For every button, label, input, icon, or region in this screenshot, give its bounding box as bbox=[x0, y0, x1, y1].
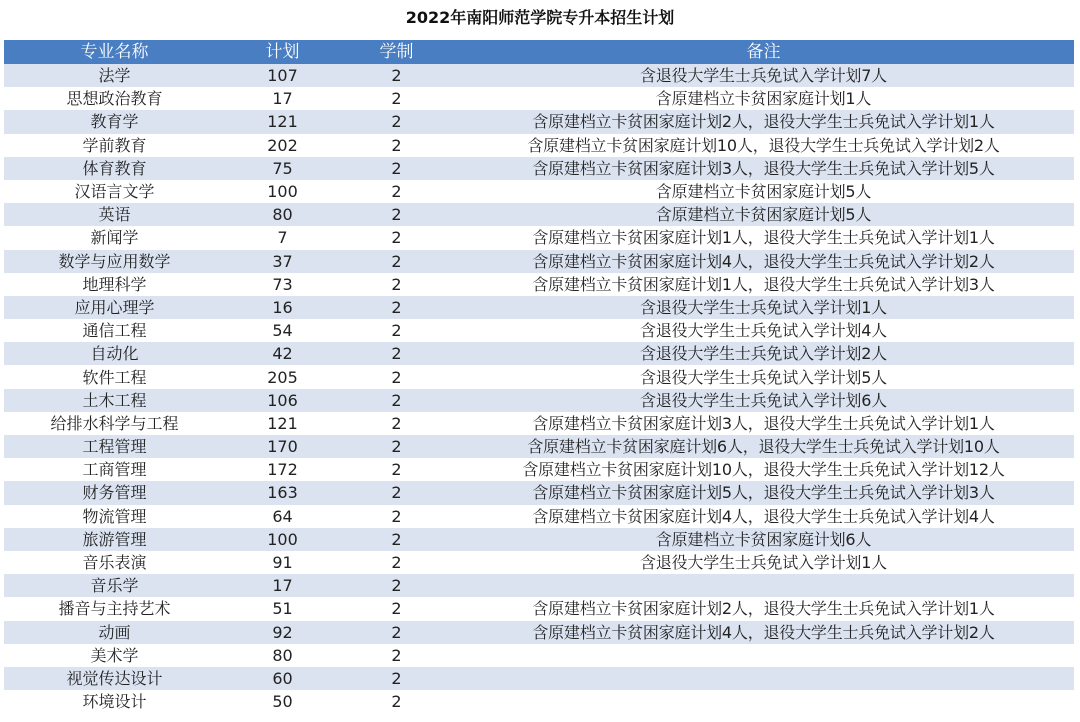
cell-major: 思想政治教育 bbox=[4, 87, 225, 110]
cell-major: 新闻学 bbox=[4, 226, 225, 249]
cell-years: 2 bbox=[340, 134, 453, 157]
cell-years: 2 bbox=[340, 551, 453, 574]
table-row bbox=[4, 389, 1074, 412]
cell-major: 数学与应用数学 bbox=[4, 250, 225, 273]
cell-note: 含原建档立卡贫困家庭计划4人，退役大学生士兵免试入学计划2人 bbox=[453, 621, 1074, 644]
cell-major: 软件工程 bbox=[4, 365, 225, 388]
cell-years: 2 bbox=[340, 574, 453, 597]
table-row bbox=[4, 481, 1074, 504]
cell-note: 含原建档立卡贫困家庭计划1人 bbox=[453, 87, 1074, 110]
table-row bbox=[4, 342, 1074, 365]
cell-years: 2 bbox=[340, 412, 453, 435]
cell-note: 含原建档立卡贫困家庭计划4人，退役大学生士兵免试入学计划2人 bbox=[453, 250, 1074, 273]
table-row bbox=[4, 180, 1074, 203]
cell-plan: 80 bbox=[225, 203, 340, 226]
table-row bbox=[4, 505, 1074, 528]
cell-major: 工商管理 bbox=[4, 458, 225, 481]
cell-note: 含原建档立卡贫困家庭计划2人，退役大学生士兵免试入学计划1人 bbox=[453, 597, 1074, 620]
cell-plan: 75 bbox=[225, 157, 340, 180]
cell-note: 含原建档立卡贫困家庭计划2人，退役大学生士兵免试入学计划1人 bbox=[453, 110, 1074, 133]
table-row bbox=[4, 157, 1074, 180]
table-row bbox=[4, 365, 1074, 388]
table-row bbox=[4, 644, 1074, 667]
cell-major: 工程管理 bbox=[4, 435, 225, 458]
cell-major: 动画 bbox=[4, 621, 225, 644]
cell-years: 2 bbox=[340, 667, 453, 690]
cell-major: 通信工程 bbox=[4, 319, 225, 342]
table-row bbox=[4, 319, 1074, 342]
cell-major: 学前教育 bbox=[4, 134, 225, 157]
cell-note: 含原建档立卡贫困家庭计划5人 bbox=[453, 203, 1074, 226]
cell-plan: 51 bbox=[225, 597, 340, 620]
table-row bbox=[4, 296, 1074, 319]
cell-years: 2 bbox=[340, 319, 453, 342]
table-row bbox=[4, 203, 1074, 226]
cell-years: 2 bbox=[340, 250, 453, 273]
cell-plan: 80 bbox=[225, 644, 340, 667]
cell-plan: 50 bbox=[225, 690, 340, 713]
cell-note: 含原建档立卡贫困家庭计划3人，退役大学生士兵免试入学计划1人 bbox=[453, 412, 1074, 435]
cell-plan: 163 bbox=[225, 481, 340, 504]
cell-major: 教育学 bbox=[4, 110, 225, 133]
cell-plan: 60 bbox=[225, 667, 340, 690]
table-row bbox=[4, 690, 1074, 713]
header-major: 专业名称 bbox=[4, 40, 225, 64]
cell-major: 财务管理 bbox=[4, 481, 225, 504]
table-row bbox=[4, 412, 1074, 435]
table-header-row bbox=[4, 40, 1074, 64]
cell-years: 2 bbox=[340, 180, 453, 203]
cell-plan: 205 bbox=[225, 365, 340, 388]
cell-years: 2 bbox=[340, 505, 453, 528]
cell-major: 音乐表演 bbox=[4, 551, 225, 574]
cell-years: 2 bbox=[340, 226, 453, 249]
cell-years: 2 bbox=[340, 458, 453, 481]
cell-years: 2 bbox=[340, 296, 453, 319]
cell-note: 含原建档立卡贫困家庭计划5人，退役大学生士兵免试入学计划3人 bbox=[453, 481, 1074, 504]
cell-years: 2 bbox=[340, 435, 453, 458]
cell-years: 2 bbox=[340, 644, 453, 667]
cell-years: 2 bbox=[340, 528, 453, 551]
cell-plan: 16 bbox=[225, 296, 340, 319]
cell-major: 汉语言文学 bbox=[4, 180, 225, 203]
cell-note bbox=[453, 574, 1074, 597]
cell-years: 2 bbox=[340, 110, 453, 133]
cell-plan: 170 bbox=[225, 435, 340, 458]
cell-note: 含原建档立卡贫困家庭计划6人，退役大学生士兵免试入学计划10人 bbox=[453, 435, 1074, 458]
table-body bbox=[4, 64, 1074, 713]
cell-years: 2 bbox=[340, 597, 453, 620]
cell-major: 美术学 bbox=[4, 644, 225, 667]
cell-plan: 17 bbox=[225, 574, 340, 597]
cell-plan: 37 bbox=[225, 250, 340, 273]
cell-major: 播音与主持艺术 bbox=[4, 597, 225, 620]
table-row bbox=[4, 597, 1074, 620]
cell-plan: 106 bbox=[225, 389, 340, 412]
cell-note: 含原建档立卡贫困家庭计划6人 bbox=[453, 528, 1074, 551]
table-row bbox=[4, 64, 1074, 87]
cell-note: 含原建档立卡贫困家庭计划5人 bbox=[453, 180, 1074, 203]
cell-years: 2 bbox=[340, 203, 453, 226]
cell-major: 物流管理 bbox=[4, 505, 225, 528]
table-row bbox=[4, 667, 1074, 690]
cell-plan: 172 bbox=[225, 458, 340, 481]
cell-major: 土木工程 bbox=[4, 389, 225, 412]
cell-plan: 7 bbox=[225, 226, 340, 249]
cell-plan: 17 bbox=[225, 87, 340, 110]
cell-years: 2 bbox=[340, 481, 453, 504]
cell-note: 含退役大学生士兵免试入学计划7人 bbox=[453, 64, 1074, 87]
cell-plan: 121 bbox=[225, 412, 340, 435]
table-row bbox=[4, 226, 1074, 249]
cell-plan: 121 bbox=[225, 110, 340, 133]
cell-note: 含原建档立卡贫困家庭计划1人，退役大学生士兵免试入学计划1人 bbox=[453, 226, 1074, 249]
cell-note bbox=[453, 644, 1074, 667]
cell-major: 体育教育 bbox=[4, 157, 225, 180]
cell-note: 含原建档立卡贫困家庭计划1人，退役大学生士兵免试入学计划3人 bbox=[453, 273, 1074, 296]
header-years: 学制 bbox=[340, 40, 453, 64]
cell-years: 2 bbox=[340, 342, 453, 365]
cell-note: 含退役大学生士兵免试入学计划1人 bbox=[453, 296, 1074, 319]
cell-note bbox=[453, 690, 1074, 713]
header-plan: 计划 bbox=[225, 40, 340, 64]
cell-note: 含原建档立卡贫困家庭计划3人，退役大学生士兵免试入学计划5人 bbox=[453, 157, 1074, 180]
table-row bbox=[4, 551, 1074, 574]
cell-plan: 100 bbox=[225, 180, 340, 203]
cell-years: 2 bbox=[340, 87, 453, 110]
cell-note: 含退役大学生士兵免试入学计划6人 bbox=[453, 389, 1074, 412]
cell-plan: 202 bbox=[225, 134, 340, 157]
header-note: 备注 bbox=[453, 40, 1074, 64]
table-row bbox=[4, 87, 1074, 110]
cell-years: 2 bbox=[340, 273, 453, 296]
cell-major: 法学 bbox=[4, 64, 225, 87]
cell-note: 含原建档立卡贫困家庭计划10人，退役大学生士兵免试入学计划12人 bbox=[453, 458, 1074, 481]
cell-major: 旅游管理 bbox=[4, 528, 225, 551]
cell-years: 2 bbox=[340, 157, 453, 180]
table-row bbox=[4, 110, 1074, 133]
cell-note: 含原建档立卡贫困家庭计划4人，退役大学生士兵免试入学计划4人 bbox=[453, 505, 1074, 528]
cell-note bbox=[453, 667, 1074, 690]
cell-major: 应用心理学 bbox=[4, 296, 225, 319]
cell-note: 含退役大学生士兵免试入学计划4人 bbox=[453, 319, 1074, 342]
table-row bbox=[4, 250, 1074, 273]
cell-major: 音乐学 bbox=[4, 574, 225, 597]
cell-major: 给排水科学与工程 bbox=[4, 412, 225, 435]
table-row bbox=[4, 528, 1074, 551]
cell-plan: 91 bbox=[225, 551, 340, 574]
cell-years: 2 bbox=[340, 621, 453, 644]
cell-note: 含退役大学生士兵免试入学计划5人 bbox=[453, 365, 1074, 388]
table-row bbox=[4, 134, 1074, 157]
cell-years: 2 bbox=[340, 389, 453, 412]
cell-plan: 42 bbox=[225, 342, 340, 365]
cell-major: 英语 bbox=[4, 203, 225, 226]
cell-plan: 73 bbox=[225, 273, 340, 296]
cell-years: 2 bbox=[340, 64, 453, 87]
cell-plan: 64 bbox=[225, 505, 340, 528]
cell-note: 含原建档立卡贫困家庭计划10人，退役大学生士兵免试入学计划2人 bbox=[453, 134, 1074, 157]
enrollment-plan-table bbox=[4, 40, 1074, 713]
cell-years: 2 bbox=[340, 365, 453, 388]
cell-major: 视觉传达设计 bbox=[4, 667, 225, 690]
cell-major: 自动化 bbox=[4, 342, 225, 365]
cell-years: 2 bbox=[340, 690, 453, 713]
cell-plan: 54 bbox=[225, 319, 340, 342]
cell-note: 含退役大学生士兵免试入学计划1人 bbox=[453, 551, 1074, 574]
cell-plan: 100 bbox=[225, 528, 340, 551]
cell-major: 环境设计 bbox=[4, 690, 225, 713]
table-row bbox=[4, 621, 1074, 644]
cell-major: 地理科学 bbox=[4, 273, 225, 296]
page-title: 2022年南阳师范学院专升本招生计划 bbox=[405, 8, 675, 27]
cell-plan: 107 bbox=[225, 64, 340, 87]
cell-note: 含退役大学生士兵免试入学计划2人 bbox=[453, 342, 1074, 365]
cell-plan: 92 bbox=[225, 621, 340, 644]
table-row bbox=[4, 435, 1074, 458]
table-row bbox=[4, 273, 1074, 296]
table-row bbox=[4, 574, 1074, 597]
table-row bbox=[4, 458, 1074, 481]
